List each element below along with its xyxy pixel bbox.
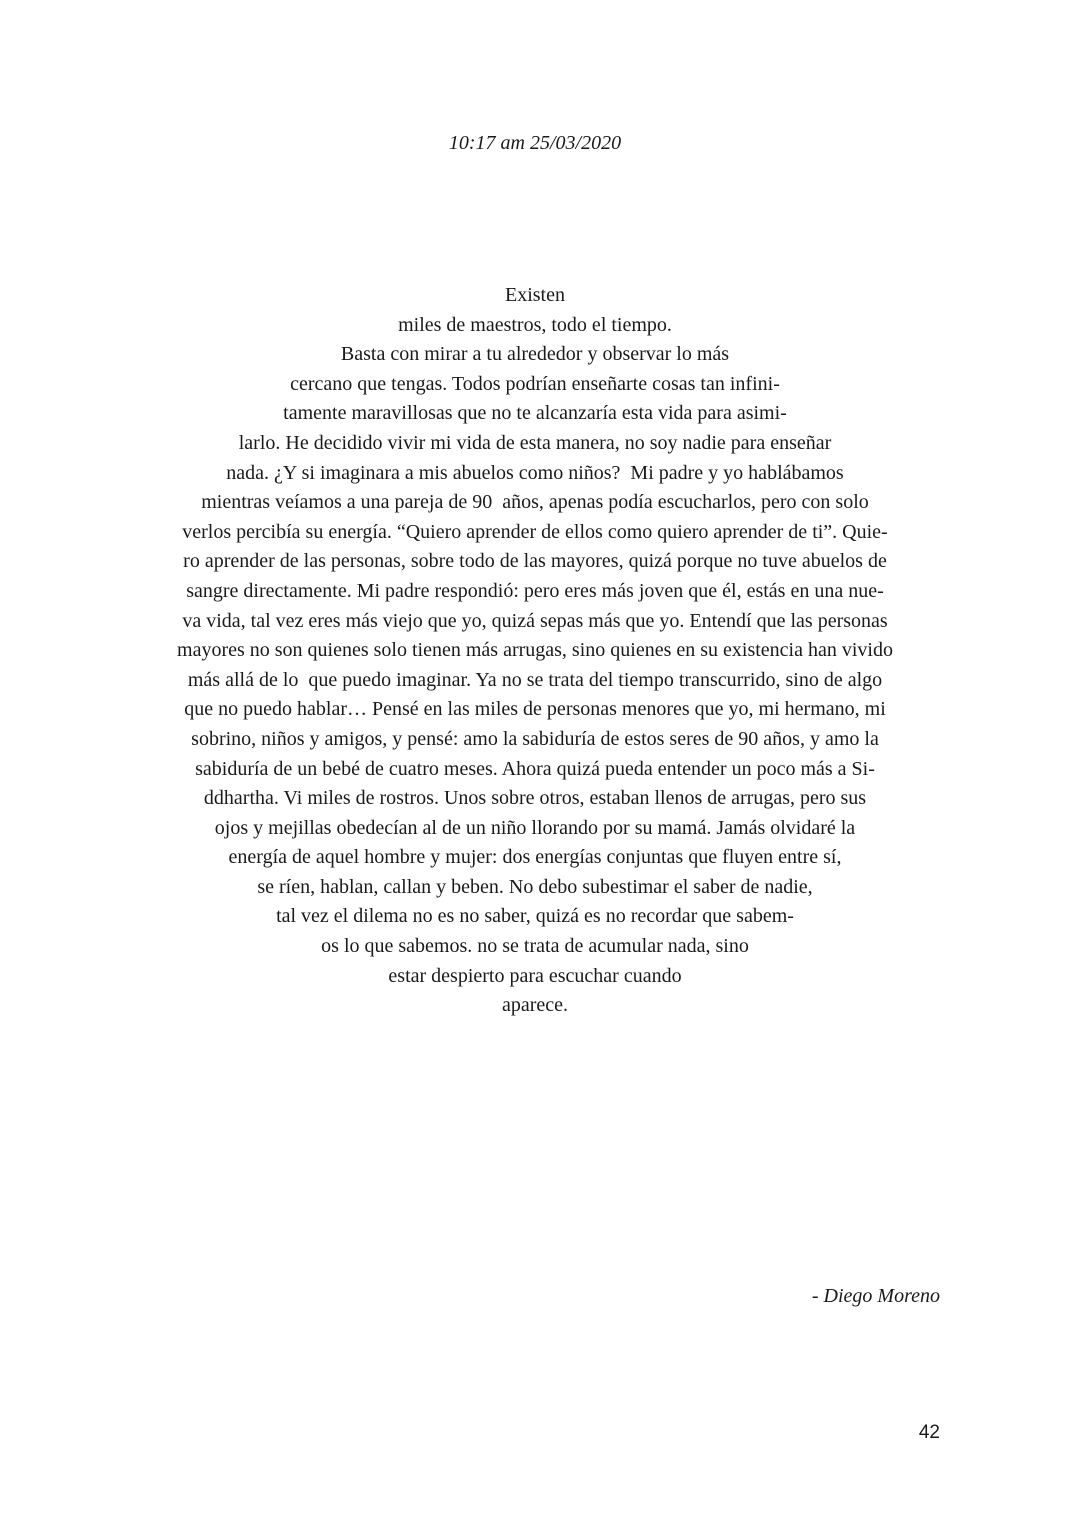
- poem-line: sabiduría de un bebé de cuatro meses. Ahora quizá pueda entender un poco más a Si-: [195, 757, 875, 780]
- poem-line: verlos percibía su energía. “Quiero aprender de ellos como quiero aprender de ti”. Quie-: [182, 520, 888, 543]
- poem-line: larlo. He decidido vivir mi vida de esta manera, no soy nadie para enseñar: [238, 431, 832, 454]
- poem-line: nada. ¿Y si imaginara a mis abuelos como niños? Mi padre y yo hablábamos: [226, 461, 844, 484]
- poem-line: mientras veíamos a una pareja de 90 años, apenas podía escucharlos, pero con solo: [201, 491, 869, 514]
- author-signature: - Diego Moreno: [811, 1285, 940, 1307]
- poem-line: Existen: [505, 284, 565, 306]
- poem-line: más allá de lo que puedo imaginar. Ya no se trata del tiempo transcurrido, sino de algo: [187, 668, 883, 691]
- poem-line: ddhartha. Vi miles de rostros. Unos sobre otros, estaban llenos de arrugas, pero sus: [203, 787, 867, 810]
- poem-line: energía de aquel hombre y mujer: dos energías conjuntas que fluyen entre sí,: [228, 846, 842, 869]
- poem-line: estar despierto para escuchar cuando: [388, 964, 682, 987]
- poem-line: cercano que tengas. Todos podrían enseñarte cosas tan infini-: [290, 372, 780, 395]
- poem-body: [60, 281, 1010, 1021]
- poem-line: tamente maravillosas que no te alcanzaría esta vida para asimi-: [283, 402, 787, 425]
- poem-line: se ríen, hablan, callan y beben. No debo subestimar el saber de nadie,: [257, 875, 813, 898]
- poem-line: va vida, tal vez eres más viejo que yo, quizá sepas más que yo. Entendí que las personas: [182, 609, 888, 632]
- poem-line: miles de maestros, todo el tiempo.: [398, 313, 672, 336]
- poem-line: mayores no son quienes solo tienen más arrugas, sino quienes en su existencia han vivido: [177, 639, 893, 662]
- poem-line: tal vez el dilema no es no saber, quizá es no recordar que sabem-: [276, 905, 794, 928]
- timestamp: 10:17 am 25/03/2020: [448, 132, 622, 154]
- poem-line: ro aprender de las personas, sobre todo de las mayores, quizá porque no tuve abuelos de: [183, 550, 887, 573]
- poem-line: que no puedo hablar… Pensé en las miles de personas menores que yo, mi hermano, mi: [184, 698, 886, 721]
- poem-line: os lo que sabemos. no se trata de acumular nada, sino: [321, 935, 749, 958]
- poem-line: sangre directamente. Mi padre respondió: pero eres más joven que él, estás en una nue-: [186, 579, 884, 602]
- poem-line: sobrino, niños y amigos, y pensé: amo la sabiduría de estos seres de 90 años, y amo la: [191, 727, 879, 750]
- poem-line: aparece.: [501, 994, 569, 1017]
- page-number: 42: [918, 1422, 940, 1443]
- poem-line: ojos y mejillas obedecían al de un niño llorando por su mamá. Jamás olvidaré la: [214, 816, 856, 839]
- poem-line: Basta con mirar a tu alrededor y observar lo más: [340, 343, 730, 366]
